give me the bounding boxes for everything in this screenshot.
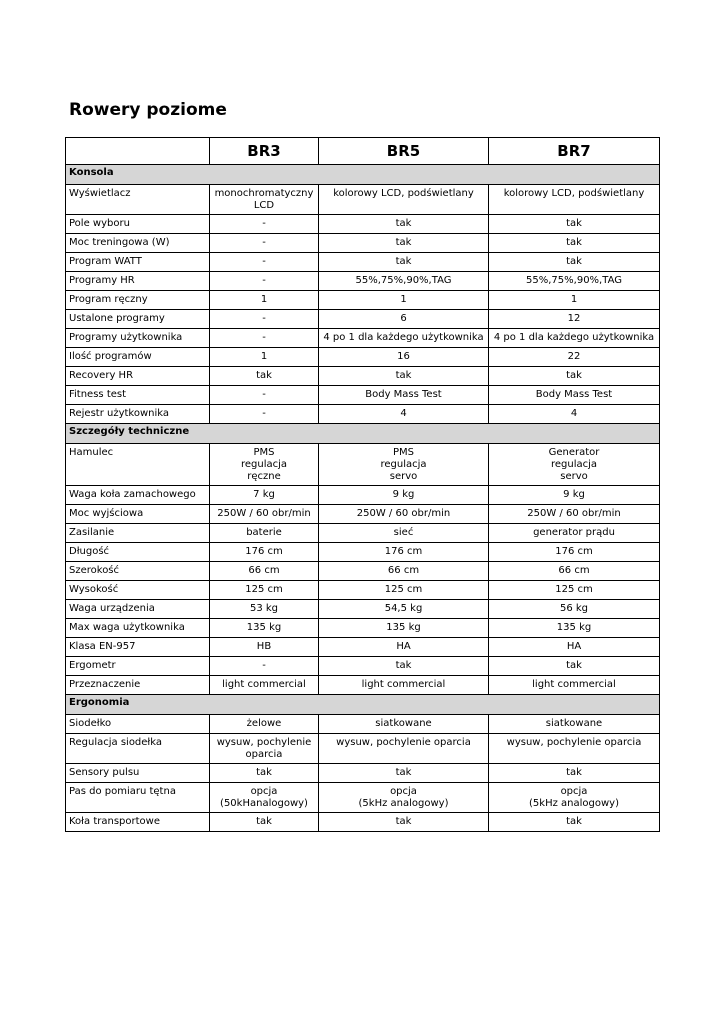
value-cell: 176 cm	[210, 543, 319, 562]
table-row	[66, 185, 660, 215]
table-row	[66, 676, 660, 695]
value-cell: tak	[319, 215, 489, 234]
header-cell: BR5	[319, 138, 489, 165]
value-cell: tak	[210, 367, 319, 386]
row-label: Max waga użytkownika	[66, 619, 210, 638]
row-label: Pas do pomiaru tętna	[66, 783, 210, 813]
table-row	[66, 505, 660, 524]
value-cell: Generator regulacja servo	[489, 444, 660, 486]
value-cell: 66 cm	[319, 562, 489, 581]
value-cell: baterie	[210, 524, 319, 543]
table-row	[66, 783, 660, 813]
value-cell: Body Mass Test	[319, 386, 489, 405]
value-cell: żelowe	[210, 715, 319, 734]
row-label: Regulacja siodełka	[66, 734, 210, 764]
value-cell: tak	[210, 813, 319, 832]
value-cell: 22	[489, 348, 660, 367]
value-cell: 1	[210, 291, 319, 310]
value-cell: 135 kg	[489, 619, 660, 638]
value-cell: 16	[319, 348, 489, 367]
row-label: Programy HR	[66, 272, 210, 291]
value-cell: 9 kg	[489, 486, 660, 505]
section-header-row	[66, 424, 660, 444]
table-row	[66, 734, 660, 764]
value-cell: tak	[319, 367, 489, 386]
row-label: Klasa EN-957	[66, 638, 210, 657]
value-cell: light commercial	[319, 676, 489, 695]
row-label: Fitness test	[66, 386, 210, 405]
value-cell: PMS regulacja servo	[319, 444, 489, 486]
value-cell: 53 kg	[210, 600, 319, 619]
value-cell: 125 cm	[210, 581, 319, 600]
value-cell: 55%,75%,90%,TAG	[319, 272, 489, 291]
value-cell: tak	[489, 253, 660, 272]
table-row	[66, 253, 660, 272]
value-cell: 4	[489, 405, 660, 424]
value-cell: 7 kg	[210, 486, 319, 505]
spec-table	[65, 137, 660, 832]
section-title: Szczegóły techniczne	[66, 424, 660, 444]
table-row	[66, 272, 660, 291]
value-cell: tak	[319, 234, 489, 253]
row-label: Programy użytkownika	[66, 329, 210, 348]
row-label: Waga koła zamachowego	[66, 486, 210, 505]
value-cell: opcja (5kHz analogowy)	[319, 783, 489, 813]
table-row	[66, 600, 660, 619]
row-label: Długość	[66, 543, 210, 562]
value-cell: tak	[319, 813, 489, 832]
value-cell: 135 kg	[210, 619, 319, 638]
value-cell: 176 cm	[319, 543, 489, 562]
value-cell: wysuw, pochylenie oparcia	[319, 734, 489, 764]
header-cell: BR3	[210, 138, 319, 165]
row-label: Ergometr	[66, 657, 210, 676]
value-cell: tak	[319, 764, 489, 783]
value-cell: tak	[489, 234, 660, 253]
value-cell: 125 cm	[489, 581, 660, 600]
table-row	[66, 405, 660, 424]
value-cell: 4 po 1 dla każdego użytkownika	[319, 329, 489, 348]
table-row	[66, 813, 660, 832]
value-cell: tak	[489, 813, 660, 832]
value-cell: 135 kg	[319, 619, 489, 638]
value-cell: 176 cm	[489, 543, 660, 562]
table-row	[66, 562, 660, 581]
table-row	[66, 367, 660, 386]
value-cell: -	[210, 234, 319, 253]
row-label: Wysokość	[66, 581, 210, 600]
value-cell: Body Mass Test	[489, 386, 660, 405]
row-label: Program WATT	[66, 253, 210, 272]
value-cell: opcja (5kHz analogowy)	[489, 783, 660, 813]
row-label: Sensory pulsu	[66, 764, 210, 783]
row-label: Recovery HR	[66, 367, 210, 386]
row-label: Zasilanie	[66, 524, 210, 543]
value-cell: 66 cm	[210, 562, 319, 581]
table-row	[66, 215, 660, 234]
table-row	[66, 657, 660, 676]
value-cell: HA	[319, 638, 489, 657]
row-label: Przeznaczenie	[66, 676, 210, 695]
value-cell: tak	[489, 367, 660, 386]
table-row	[66, 715, 660, 734]
value-cell: 56 kg	[489, 600, 660, 619]
value-cell: 250W / 60 obr/min	[319, 505, 489, 524]
table-row	[66, 638, 660, 657]
section-header-row	[66, 165, 660, 185]
value-cell: 1	[319, 291, 489, 310]
value-cell: 12	[489, 310, 660, 329]
row-label: Moc treningowa (W)	[66, 234, 210, 253]
table-row	[66, 524, 660, 543]
value-cell: 1	[210, 348, 319, 367]
value-cell: 9 kg	[319, 486, 489, 505]
value-cell: 1	[489, 291, 660, 310]
value-cell: tak	[489, 215, 660, 234]
value-cell: HA	[489, 638, 660, 657]
section-title: Konsola	[66, 165, 660, 185]
page-title: Rowery poziome	[69, 100, 227, 120]
value-cell: tak	[489, 657, 660, 676]
section-title: Ergonomia	[66, 695, 660, 715]
value-cell: siatkowane	[489, 715, 660, 734]
table-row	[66, 764, 660, 783]
value-cell: 54,5 kg	[319, 600, 489, 619]
row-label: Ustalone programy	[66, 310, 210, 329]
row-label: Wyświetlacz	[66, 185, 210, 215]
row-label: Rejestr użytkownika	[66, 405, 210, 424]
table-row	[66, 234, 660, 253]
value-cell: 250W / 60 obr/min	[489, 505, 660, 524]
value-cell: -	[210, 215, 319, 234]
value-cell: siatkowane	[319, 715, 489, 734]
value-cell: opcja (50kHanalogowy)	[210, 783, 319, 813]
value-cell: tak	[319, 657, 489, 676]
value-cell: wysuw, pochylenie oparcia	[489, 734, 660, 764]
row-label: Hamulec	[66, 444, 210, 486]
table-row	[66, 310, 660, 329]
row-label: Moc wyjściowa	[66, 505, 210, 524]
table-row	[66, 329, 660, 348]
value-cell: wysuw, pochylenie oparcia	[210, 734, 319, 764]
value-cell: kolorowy LCD, podświetlany	[319, 185, 489, 215]
value-cell: 125 cm	[319, 581, 489, 600]
value-cell: -	[210, 405, 319, 424]
value-cell: PMS regulacja ręczne	[210, 444, 319, 486]
value-cell: light commercial	[210, 676, 319, 695]
section-header-row	[66, 695, 660, 715]
value-cell: monochromatyczny LCD	[210, 185, 319, 215]
value-cell: tak	[210, 764, 319, 783]
value-cell: -	[210, 253, 319, 272]
row-label: Koła transportowe	[66, 813, 210, 832]
row-label: Siodełko	[66, 715, 210, 734]
value-cell: -	[210, 272, 319, 291]
value-cell: sieć	[319, 524, 489, 543]
value-cell: -	[210, 657, 319, 676]
table-row	[66, 444, 660, 486]
header-cell	[66, 138, 210, 165]
value-cell: 55%,75%,90%,TAG	[489, 272, 660, 291]
value-cell: -	[210, 329, 319, 348]
row-label: Ilość programów	[66, 348, 210, 367]
value-cell: kolorowy LCD, podświetlany	[489, 185, 660, 215]
value-cell: tak	[319, 253, 489, 272]
row-label: Program ręczny	[66, 291, 210, 310]
table-row	[66, 619, 660, 638]
table-row	[66, 543, 660, 562]
table-row	[66, 581, 660, 600]
table-row	[66, 386, 660, 405]
value-cell: generator prądu	[489, 524, 660, 543]
table-row	[66, 291, 660, 310]
row-label: Szerokość	[66, 562, 210, 581]
value-cell: 66 cm	[489, 562, 660, 581]
value-cell: -	[210, 310, 319, 329]
header-cell: BR7	[489, 138, 660, 165]
value-cell: 4 po 1 dla każdego użytkownika	[489, 329, 660, 348]
table-row	[66, 486, 660, 505]
value-cell: HB	[210, 638, 319, 657]
value-cell: -	[210, 386, 319, 405]
row-label: Pole wyboru	[66, 215, 210, 234]
value-cell: 6	[319, 310, 489, 329]
table-row	[66, 348, 660, 367]
value-cell: tak	[489, 764, 660, 783]
row-label: Waga urządzenia	[66, 600, 210, 619]
value-cell: light commercial	[489, 676, 660, 695]
value-cell: 250W / 60 obr/min	[210, 505, 319, 524]
value-cell: 4	[319, 405, 489, 424]
header-row	[66, 138, 660, 165]
